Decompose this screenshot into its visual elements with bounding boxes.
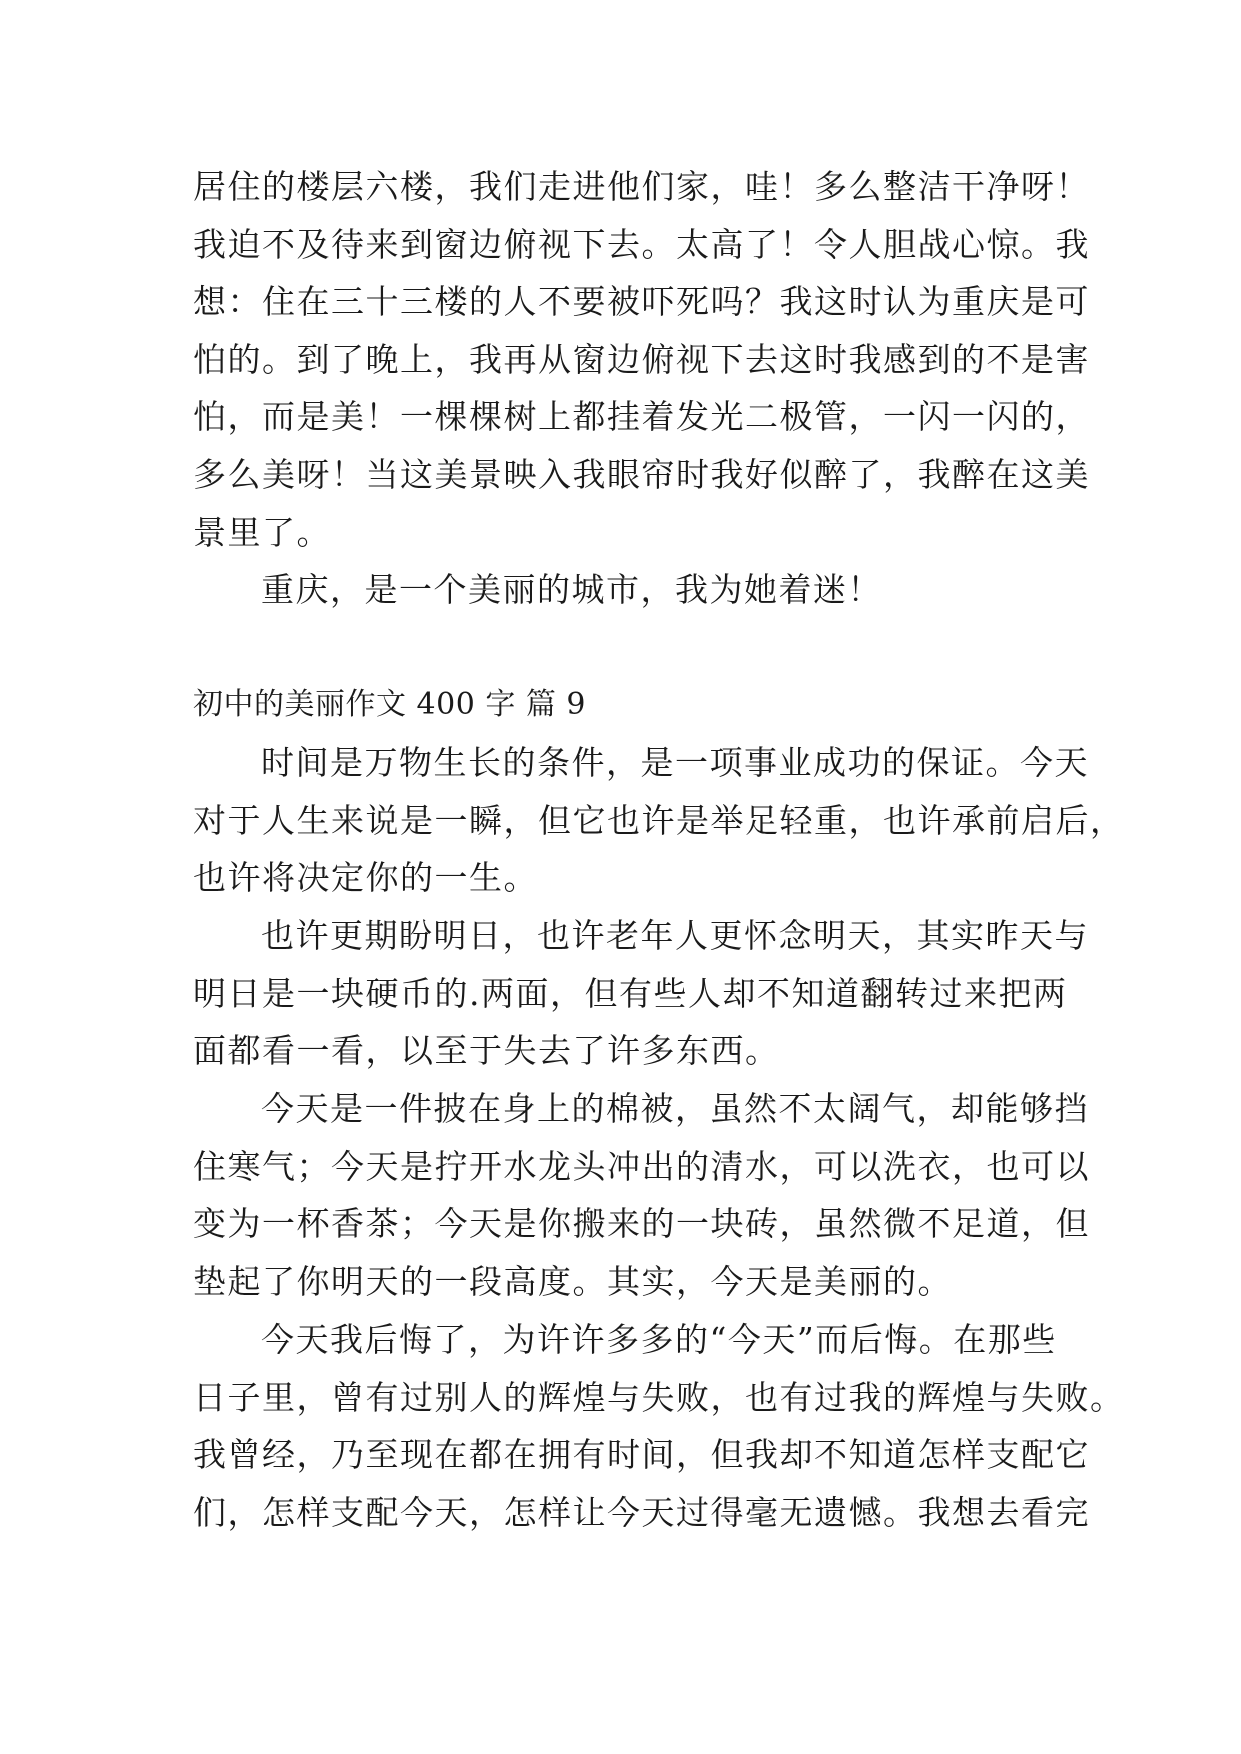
text-line: 住寒气；今天是拧开水龙头冲出的清水，可以洗衣，也可以	[193, 1146, 1090, 1186]
text-line: 今天我后悔了，为许许多多的“今天”而后悔。在那些	[261, 1320, 1057, 1359]
text-line: 想：住在三十三楼的人不要被吓死吗？我这时认为重庆是可	[193, 282, 1090, 322]
paragraph-time	[193, 734, 1125, 907]
text-line: 日子里，曾有过别人的辉煌与失败，也有过我的辉煌与失败。	[193, 1377, 1125, 1417]
paragraph-chongqing-conclusion	[193, 561, 882, 619]
text-line: 多么美呀！当这美景映入我眼帘时我好似醉了，我醉在这美	[193, 454, 1090, 494]
text-line: 怕的。到了晚上，我再从窗边俯视下去这时我感到的不是害	[193, 339, 1090, 379]
paragraph-today-metaphor	[193, 1080, 1090, 1310]
heading-text: 初中的美丽作文 400 字 篇 9	[193, 687, 586, 722]
text-line: 景里了。	[193, 512, 331, 552]
text-line: 怕，而是美！一棵棵树上都挂着发光二极管，一闪一闪的，	[193, 397, 1090, 437]
text-line: 明日是一块硬币的.两面，但有些人却不知道翻转过来把两	[193, 973, 1068, 1013]
text-line: 面都看一看，以至于失去了许多东西。	[193, 1031, 780, 1071]
text-line: 变为一杯香茶；今天是你搬来的一块砖，虽然微不足道，但	[193, 1204, 1090, 1244]
text-line: 重庆，是一个美丽的城市，我为她着迷！	[261, 570, 882, 609]
text-line: 垫起了你明天的一段高度。其实，今天是美丽的。	[193, 1261, 952, 1301]
paragraph-chongqing-view	[193, 158, 1090, 561]
text-line: 也许更期盼明日，也许老年人更怀念明天，其实昨天与	[261, 916, 1089, 955]
text-line: 居住的楼层六楼，我们走进他们家，哇！多么整洁干净呀！	[193, 167, 1090, 206]
text-line: 我曾经，乃至现在都在拥有时间，但我却不知道怎样支配它	[193, 1435, 1090, 1475]
section-heading	[193, 676, 586, 734]
text-line: 也许将决定你的一生。	[193, 858, 538, 898]
paragraph-tomorrow	[193, 907, 1089, 1080]
text-line: 今天是一件披在身上的棉被，虽然不太阔气，却能够挡	[261, 1089, 1089, 1128]
text-line: 们，怎样支配今天，怎样让今天过得毫无遗憾。我想去看完	[193, 1492, 1090, 1532]
paragraph-regret	[193, 1311, 1125, 1541]
text-line: 我迫不及待来到窗边俯视下去。太高了！令人胆战心惊。我	[193, 224, 1090, 264]
text-line: 时间是万物生长的条件，是一项事业成功的保证。今天	[261, 743, 1089, 782]
text-line: 对于人生来说是一瞬，但它也许是举足轻重，也许承前启后，	[193, 800, 1125, 840]
